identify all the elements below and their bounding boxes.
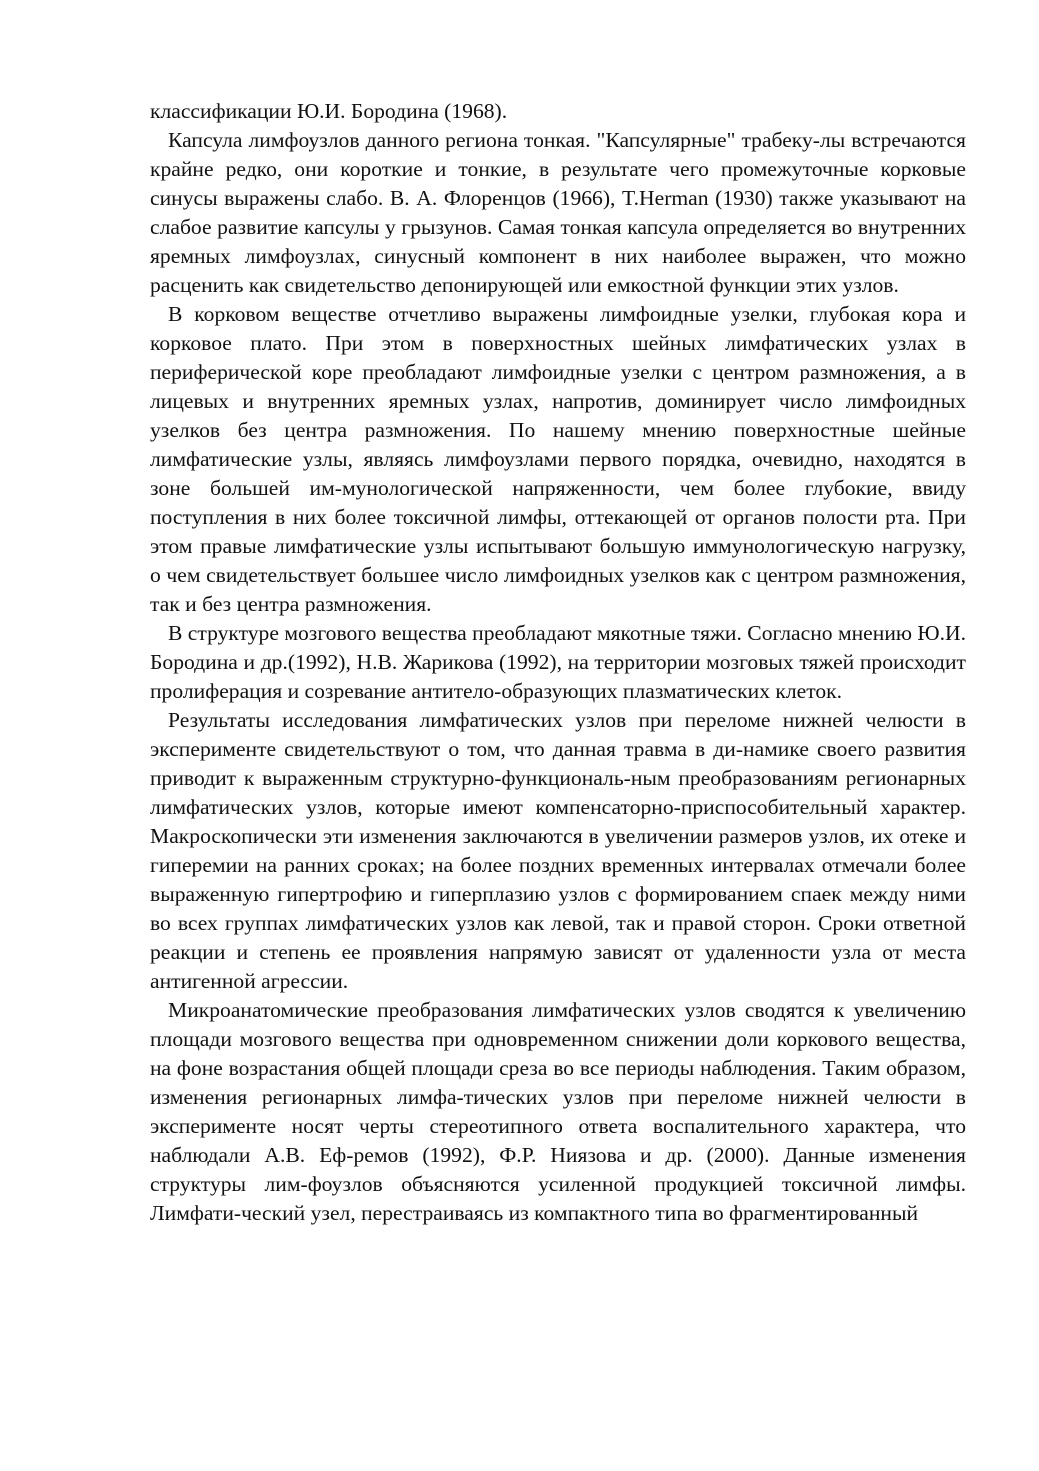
paragraph-cortex: В корковом веществе отчетливо выражены лимфоидные узелки, глубокая кора и корковое плато. При этом в поверхностных шейных лимфатических узлах в периферической коре преобладают лимфоидные узелки с центром размножения, а в лицевых и внутренних яремных узлах, напротив, доминирует число лимфоидных узелков без центра размножения. По нашему мнению поверхностные шейные лимфатические узлы, являясь лимфоузлами первого порядка, очевидно, находятся в зоне большей им-мунологической напряженности, чем более глубокие, ввиду поступления в них более токсичной лимфы, оттекающей от органов полости рта. При этом правые лимфатические узлы испытывают большую иммунологическую нагрузку, о чем свидетельствует большее число лимфоидных узелков как с центром размножения, так и без центра размножения. (150, 302, 966, 616)
paragraph-continuation: классификации Ю.И. Бородина (1968). (150, 99, 508, 123)
document-page (150, 97, 966, 1228)
paragraph-microanatomy: Микроанатомические преобразования лимфатических узлов сводятся к увеличению площади мозгового вещества при одновременном снижении доли коркового вещества, на фоне возрастания общей площади среза во все периоды наблюдения. Таким образом, изменения регионарных лимфа-тических узлов при переломе нижней челюсти в эксперименте носят черты стереотипного ответа воспалительного характера, что наблюдали А.В. Еф-ремов (1992), Ф.Р. Ниязова и др. (2000). Данные изменения структуры лим-фоузлов объясняются усиленной продукцией токсичной лимфы. Лимфати-ческий узел, перестраиваясь из компактного типа во фрагментированный (150, 998, 966, 1225)
paragraph-medulla: В структуре мозгового вещества преобладают мякотные тяжи. Согласно мнению Ю.И. Бородина и др.(1992), Н.В. Жарикова (1992), на территории мозговых тяжей происходит пролиферация и созревание антитело-образующих плазматических клеток. (150, 621, 966, 703)
paragraph-capsule: Капсула лимфоузлов данного региона тонкая. "Капсулярные" трабеку-лы встречаются крайне редко, они короткие и тонкие, в результате чего промежуточные корковые синусы выражены слабо. В. А. Флоренцов (1966), T.Herman (1930) также указывают на слабое развитие капсулы у грызунов. Самая тонкая капсула определяется во внутренних яремных лимфоузлах, синусный компонент в них наиболее выражен, что можно расценить как свидетельство депонирующей или емкостной функции этих узлов. (150, 128, 966, 297)
paragraph-results: Результаты исследования лимфатических узлов при переломе нижней челюсти в эксперименте свидетельствуют о том, что данная травма в ди-намике своего развития приводит к выраженным структурно-функциональ-ным преобразованиям регионарных лимфатических узлов, которые имеют компенсаторно-приспособительный характер. Макроскопически эти изменения заключаются в увеличении размеров узлов, их отеке и гиперемии на ранних сроках; на более поздних временных интервалах отмечали более выраженную гипертрофию и гиперплазию узлов с формированием спаек между ними во всех группах лимфатических узлов как левой, так и правой сторон. Сроки ответной реакции и степень ее проявления напрямую зависят от удаленности узла от места антигенной агрессии. (150, 708, 966, 993)
